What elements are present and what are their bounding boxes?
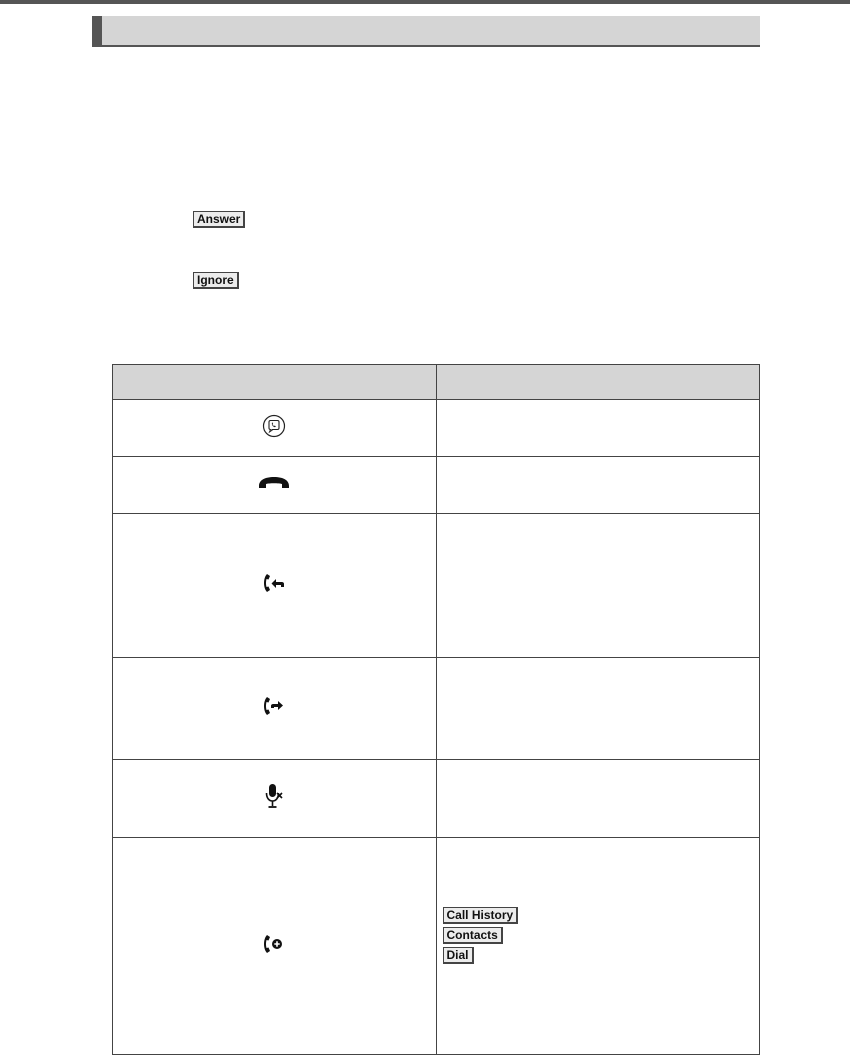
outgoing-call-icon: [262, 696, 286, 721]
description-cell: [436, 400, 760, 457]
table-row: [113, 400, 760, 457]
table-row: [113, 457, 760, 514]
call-controls-table: [112, 364, 760, 1055]
incoming-call-icon: [262, 573, 286, 598]
description-cell: [436, 514, 760, 658]
talk-phone-icon: [262, 414, 286, 443]
top-rule: [0, 0, 850, 4]
dial-button[interactable]: Dial: [443, 947, 474, 964]
table-header-function: [436, 365, 760, 400]
table-header-row: [113, 365, 760, 400]
table-row: [113, 760, 760, 838]
add-call-icon: [262, 934, 286, 959]
section-header-accent: [92, 16, 102, 45]
icon-cell: [113, 514, 437, 658]
icon-cell: [113, 838, 437, 1055]
section-header: [92, 16, 760, 47]
table-row: [113, 514, 760, 658]
call-history-button[interactable]: Call History: [443, 907, 519, 924]
description-cell: [436, 658, 760, 760]
icon-cell: [113, 658, 437, 760]
icon-cell: [113, 760, 437, 838]
mute-microphone-icon: [264, 783, 284, 814]
table-row: [113, 658, 760, 760]
add-call-options: [443, 907, 519, 967]
ignore-button[interactable]: Ignore: [193, 272, 239, 289]
table-header-icon: [113, 365, 437, 400]
description-cell: [436, 838, 760, 1055]
description-cell: [436, 457, 760, 514]
table-row: [113, 838, 760, 1055]
icon-cell: [113, 400, 437, 457]
description-cell: [436, 760, 760, 838]
icon-cell: [113, 457, 437, 514]
contacts-button[interactable]: Contacts: [443, 927, 503, 944]
hang-up-icon: [256, 475, 292, 496]
answer-button[interactable]: Answer: [193, 211, 245, 228]
